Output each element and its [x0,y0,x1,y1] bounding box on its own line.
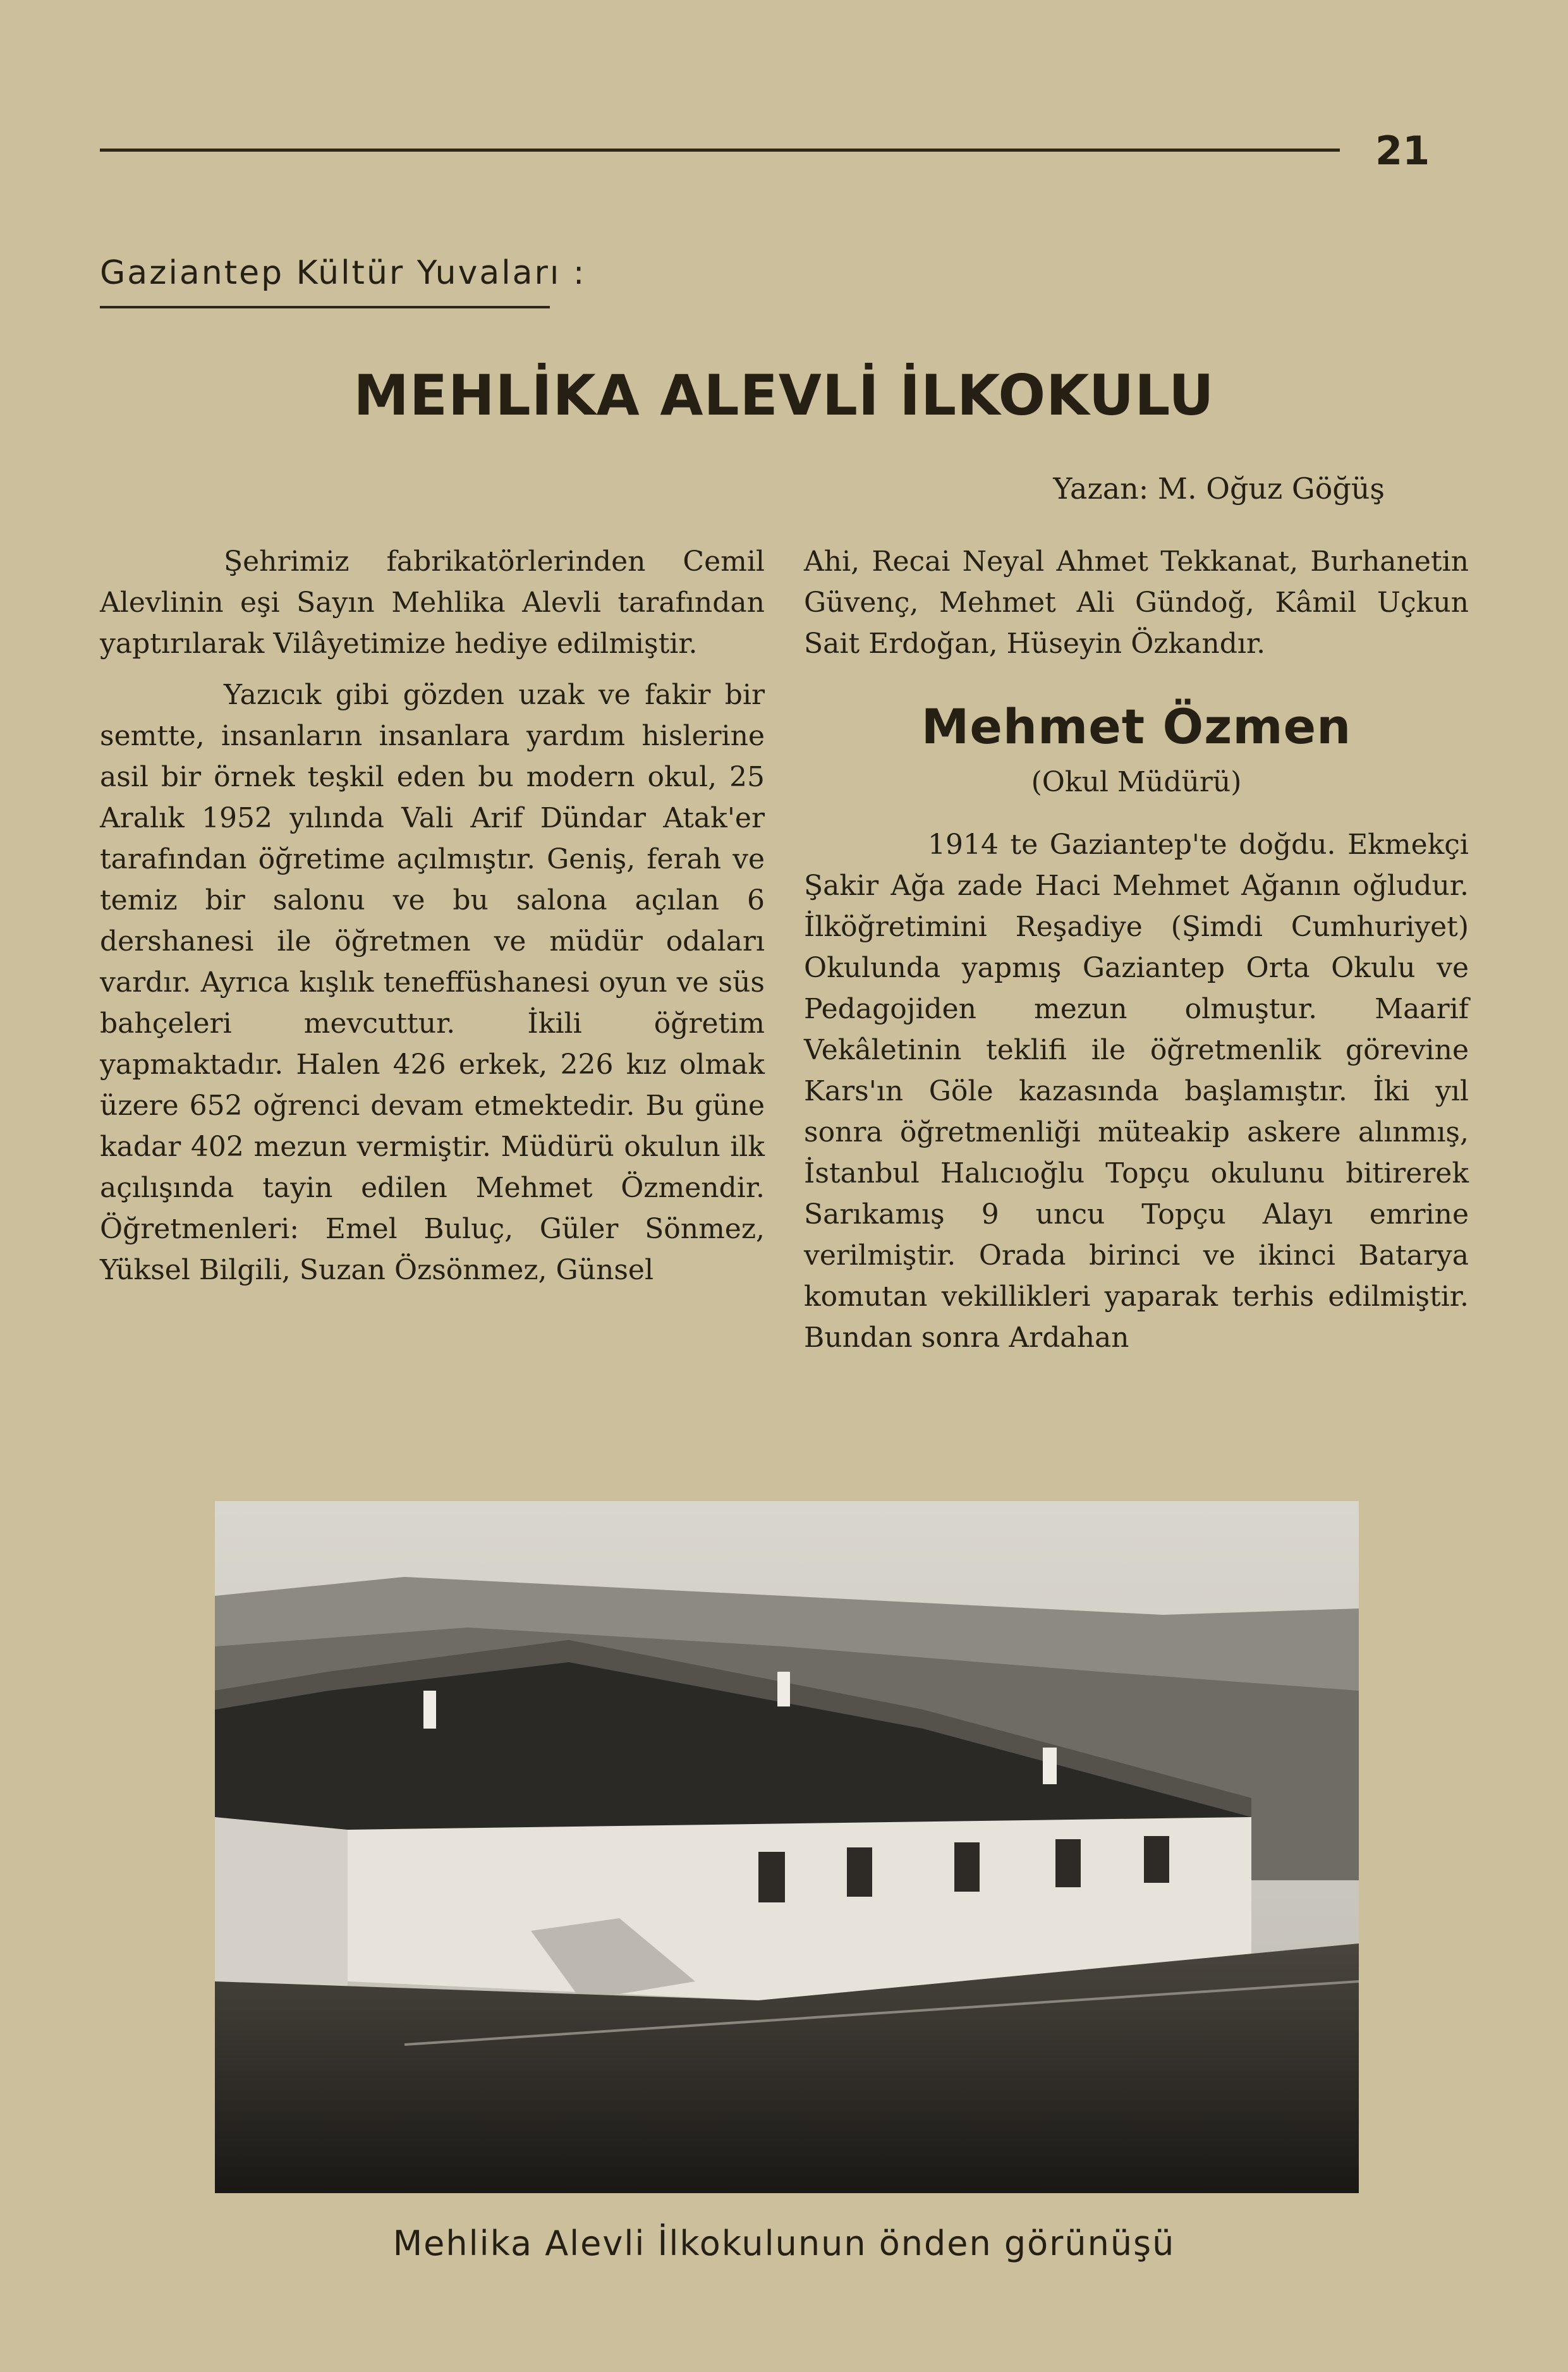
left-paragraph-1: Şehrimiz fabrikatörlerinden Cemil Alevlinin eşi Sayın Mehlika Alevli tarafından yaptırılarak Vilâyetimize hediye edilmiştir. [100,545,765,660]
principal-name-heading: Mehmet Özmen [921,698,1352,755]
article-author: Yazan: M. Oğuz Göğüş [1053,471,1385,506]
photo-chimney-1 [423,1691,436,1729]
article-title: MEHLİKA ALEVLİ İLKOKULU [353,363,1215,428]
left-paragraph-2: Yazıcık gibi gözden uzak ve fakir bir semtte, insanların insanlara yardım hislerine asil bir örnek teşkil eden bu modern okul, 25 Aralık 1952 yılında Vali Arif Dündar Atak'er tarafından öğretime açılmıştır. Geniş, ferah ve temiz bir salonu ve bu salona açılan 6 dershanesi ile öğretmen ve müdür odaları vardır. Ayrıca kışlık teneffüshanesi oyun ve süs bahçeleri mevcuttur. İkili öğretim yapmaktadır. Halen 426 erkek, 226 kız olmak üzere 652 oğrenci devam etmektedir. Bu güne kadar 402 mezun vermiştir. Müdürü okulun ilk açılışında tayin edilen Mehmet Özmendir. Öğretmenleri: Emel Buluç, Güler Sönmez, Yüksel Bilgili, Suzan Özsönmez, Günsel [100,679,765,1286]
photo-window-1 [758,1852,785,1902]
section-label: Gaziantep Kültür Yuvaları : [100,254,586,292]
page-number: 21 [1375,128,1430,174]
principal-subheading: (Okul Müdürü) [1031,766,1242,798]
right-intro-paragraph: Ahi, Recai Neyal Ahmet Tekkanat, Burhanetin Güvenç, Mehmet Ali Gündoğ, Kâmil Uçkun Sait Erdoğan, Hüseyin Özkandır. [804,545,1469,660]
header-rule [100,149,1340,152]
photo-window-2 [847,1847,872,1897]
photo-window-5 [1144,1836,1169,1883]
photo-window-3 [954,1842,980,1892]
photo-caption: Mehlika Alevli İlkokulunun önden görünüşü [392,2223,1176,2263]
photo-chimney-3 [1043,1748,1057,1784]
right-body-paragraph: 1914 te Gaziantep'te doğdu. Ekmekçi Şakir Ağa zade Haci Mehmet Ağanın oğludur. İlköğretimini Reşadiye (Şimdi Cumhuriyet) Okulunda yapmış Gaziantep Orta Okulu ve Pedagojiden mezun olmuştur. Maarif Vekâletinin teklifi ile öğretmenlik görevine Kars'ın Göle kazasında başlamıştır. İki yıl sonra öğretmenliği müteakip askere alınmış, İstanbul Halıcıoğlu Topçu okulunu bitirerek Sarıkamış 9 uncu Topçu Alayı emrine verilmiştir. Orada birinci ve ikinci Batarya komutan vekillikleri yaparak terhis edilmiştir. Bundan sonra Ardahan [804,829,1469,1354]
left-column [100,541,765,1291]
photo-chimney-2 [777,1672,790,1706]
section-underline [100,306,550,308]
school-photo [215,1501,1359,2193]
photo-window-4 [1055,1839,1081,1887]
right-column [804,541,1469,1358]
